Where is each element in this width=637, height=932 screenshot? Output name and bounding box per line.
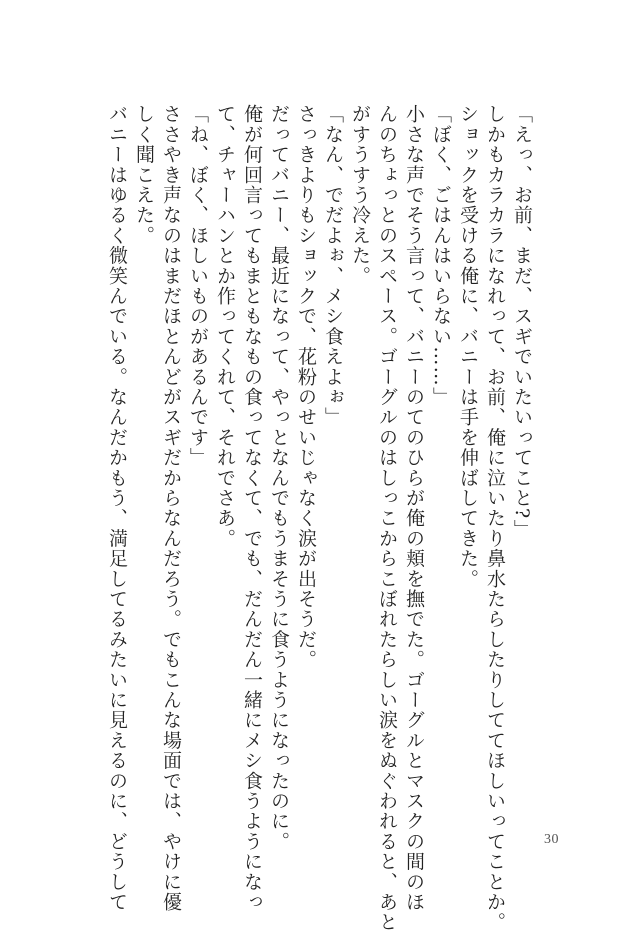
text-line: だってバニー、最近になって、やっとなんでもうまそうに食うようになったのに。 <box>268 104 290 852</box>
text-line: がすうすう冷えた。 <box>349 104 371 286</box>
vertical-text-body <box>103 104 535 932</box>
text-line: 「えっ、お前、まだ、スギでいたいってこと?」 <box>511 104 533 540</box>
text-line: んのちょっとのスペース。ゴーグルのはしっこからこぼれたらしい涙をぬぐわれると、あと <box>376 104 398 932</box>
text-line: 「ぼく、ごはんはいらない……」 <box>430 104 452 407</box>
page-number: 30 <box>544 832 559 847</box>
text-line: 「なん、でだよぉ、メシ食えよぉ」 <box>322 104 344 428</box>
text-line: 俺が何回言ってもまともなもの食ってなくて、でも、だんだん一緒にメシ食うようになっ <box>241 104 263 912</box>
text-line: 「ね、ぼく、ほしいものがあるんです」 <box>187 104 209 468</box>
text-line: て、チャーハンとか作ってくれて、それでさあ。 <box>214 104 236 549</box>
text-line: しかもカラカラになれって、お前、俺に泣いたり鼻水たらしたりしててほしいってことか。 <box>484 104 506 932</box>
text-line: しく聞こえた。 <box>133 104 155 246</box>
text-line: さっきよりもショックで、花粉のせいじゃなく涙が出そうだ。 <box>295 104 317 670</box>
text-line: ショックを受ける俺に、バニーは手を伸ばしてきた。 <box>457 104 479 589</box>
text-line: 小さな声でそう言って、バニーのてのひらが俺の頬を撫でた。ゴーグルとマスクの間のほ <box>403 104 425 912</box>
text-line: バニーはゆるく微笑んでいる。なんだかもう、満足してるみたいに見えるのに、どうして <box>106 104 128 912</box>
text-line: ささやき声なのはまだほとんどがスギだからなんだろう。でもこんな場面では、やけに優 <box>160 104 182 912</box>
